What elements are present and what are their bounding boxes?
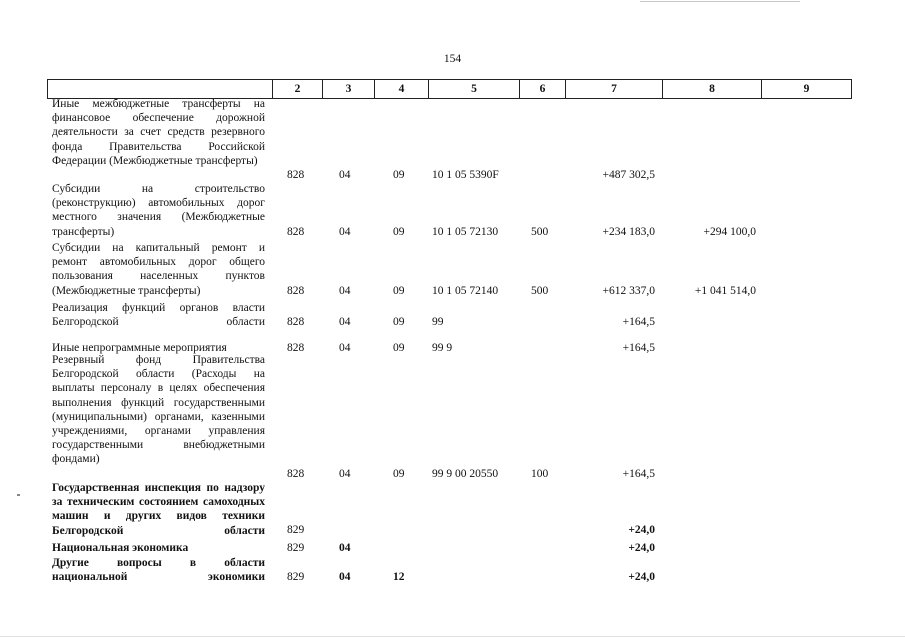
row-name: Национальная экономика bbox=[52, 542, 189, 554]
cell-section: 04 bbox=[339, 342, 351, 354]
cell-ministry: 828 bbox=[287, 316, 305, 328]
cell-amount-col7: +612 337,0 bbox=[602, 285, 655, 297]
column-header-9: 9 bbox=[762, 80, 852, 99]
cell-target-article: 99 9 00 20550 bbox=[432, 468, 499, 480]
cell-subsection: 09 bbox=[393, 285, 405, 297]
cell-subsection: 09 bbox=[393, 226, 405, 238]
cell-target-article: 10 1 05 72140 bbox=[432, 285, 499, 297]
cell-amount-col7: +24,0 bbox=[628, 542, 655, 554]
column-header-8: 8 bbox=[663, 80, 762, 99]
cell-ministry: 829 bbox=[287, 542, 305, 554]
row-name: Резервный фонд Правительства Белгородской области (Расходы на выплаты персоналу в целях обеспечения выполнения функций государственными (муниципальными) органами, казенными учреждениями, органами управления государственными внебюджетными фондами) bbox=[52, 354, 265, 466]
cell-amount-col8: +1 041 514,0 bbox=[694, 285, 756, 297]
column-header-row bbox=[48, 80, 852, 99]
cell-section: 04 bbox=[339, 169, 351, 181]
cell-ministry: 828 bbox=[287, 169, 305, 181]
cell-target-article: 99 9 bbox=[432, 342, 453, 354]
row-name: Субсидии на строительство (реконструкцию) автомобильных дорог местного значения (Межбюджетные трансферты) bbox=[52, 183, 265, 238]
cell-expense-type: 500 bbox=[531, 285, 549, 297]
column-header-4: 4 bbox=[375, 80, 429, 99]
cell-subsection: 09 bbox=[393, 342, 405, 354]
row-name: Реализация функций органов власти Белгородской области bbox=[52, 302, 265, 329]
cell-amount-col7: +164,5 bbox=[622, 468, 655, 480]
cell-expense-type: 100 bbox=[531, 468, 549, 480]
row-name: Другие вопросы в области национальной экономики bbox=[52, 557, 265, 584]
column-header-1 bbox=[48, 80, 273, 99]
cell-amount-col7: +24,0 bbox=[628, 524, 655, 536]
cell-section: 04 bbox=[339, 316, 351, 328]
page-number: 154 bbox=[443, 53, 462, 65]
scan-artifact-dot bbox=[17, 494, 20, 496]
column-header-6: 6 bbox=[520, 80, 566, 99]
cell-amount-col7: +164,5 bbox=[622, 342, 655, 354]
cell-target-article: 10 1 05 5390F bbox=[432, 169, 499, 181]
column-header-2: 2 bbox=[273, 80, 323, 99]
cell-section: 04 bbox=[339, 226, 351, 238]
cell-amount-col8: +294 100,0 bbox=[703, 226, 756, 238]
column-header-3: 3 bbox=[323, 80, 375, 99]
column-header-7: 7 bbox=[566, 80, 663, 99]
cell-subsection: 09 bbox=[393, 468, 405, 480]
cell-subsection: 09 bbox=[393, 169, 405, 181]
cell-section: 04 bbox=[339, 468, 351, 480]
row-name: Государственная инспекция по надзору за техническим состоянием самоходных машин и других видов техники Белгородской области bbox=[52, 482, 265, 537]
scan-artifact-top bbox=[640, 1, 800, 2]
cell-ministry: 828 bbox=[287, 468, 305, 480]
row-name: Иные непрограммные мероприятия bbox=[52, 342, 227, 354]
row-name: Субсидии на капитальный ремонт и ремонт автомобильных дорог общего пользования населенных пунктов (Межбюджетные трансферты) bbox=[52, 242, 265, 297]
cell-section: 04 bbox=[339, 285, 351, 297]
scan-artifact-bottom bbox=[0, 636, 905, 637]
cell-target-article: 10 1 05 72130 bbox=[432, 226, 499, 238]
column-header-5: 5 bbox=[429, 80, 520, 99]
cell-ministry: 829 bbox=[287, 571, 305, 583]
cell-section: 04 bbox=[339, 542, 351, 554]
cell-subsection: 09 bbox=[393, 316, 405, 328]
cell-subsection: 12 bbox=[393, 571, 405, 583]
cell-amount-col7: +24,0 bbox=[628, 571, 655, 583]
cell-ministry: 828 bbox=[287, 342, 305, 354]
cell-target-article: 99 bbox=[432, 316, 444, 328]
cell-section: 04 bbox=[339, 571, 351, 583]
cell-ministry: 829 bbox=[287, 524, 305, 536]
cell-amount-col7: +234 183,0 bbox=[602, 226, 655, 238]
row-name: Иные межбюджетные трансферты на финансовое обеспечение дорожной деятельности за счет средств резервного фонда Правительства Российской Федерации (Межбюджетные трансферты) bbox=[52, 98, 265, 167]
cell-amount-col7: +487 302,5 bbox=[602, 169, 655, 181]
cell-ministry: 828 bbox=[287, 285, 305, 297]
cell-ministry: 828 bbox=[287, 226, 305, 238]
cell-expense-type: 500 bbox=[531, 226, 549, 238]
column-header-table bbox=[47, 79, 852, 99]
cell-amount-col7: +164,5 bbox=[622, 316, 655, 328]
